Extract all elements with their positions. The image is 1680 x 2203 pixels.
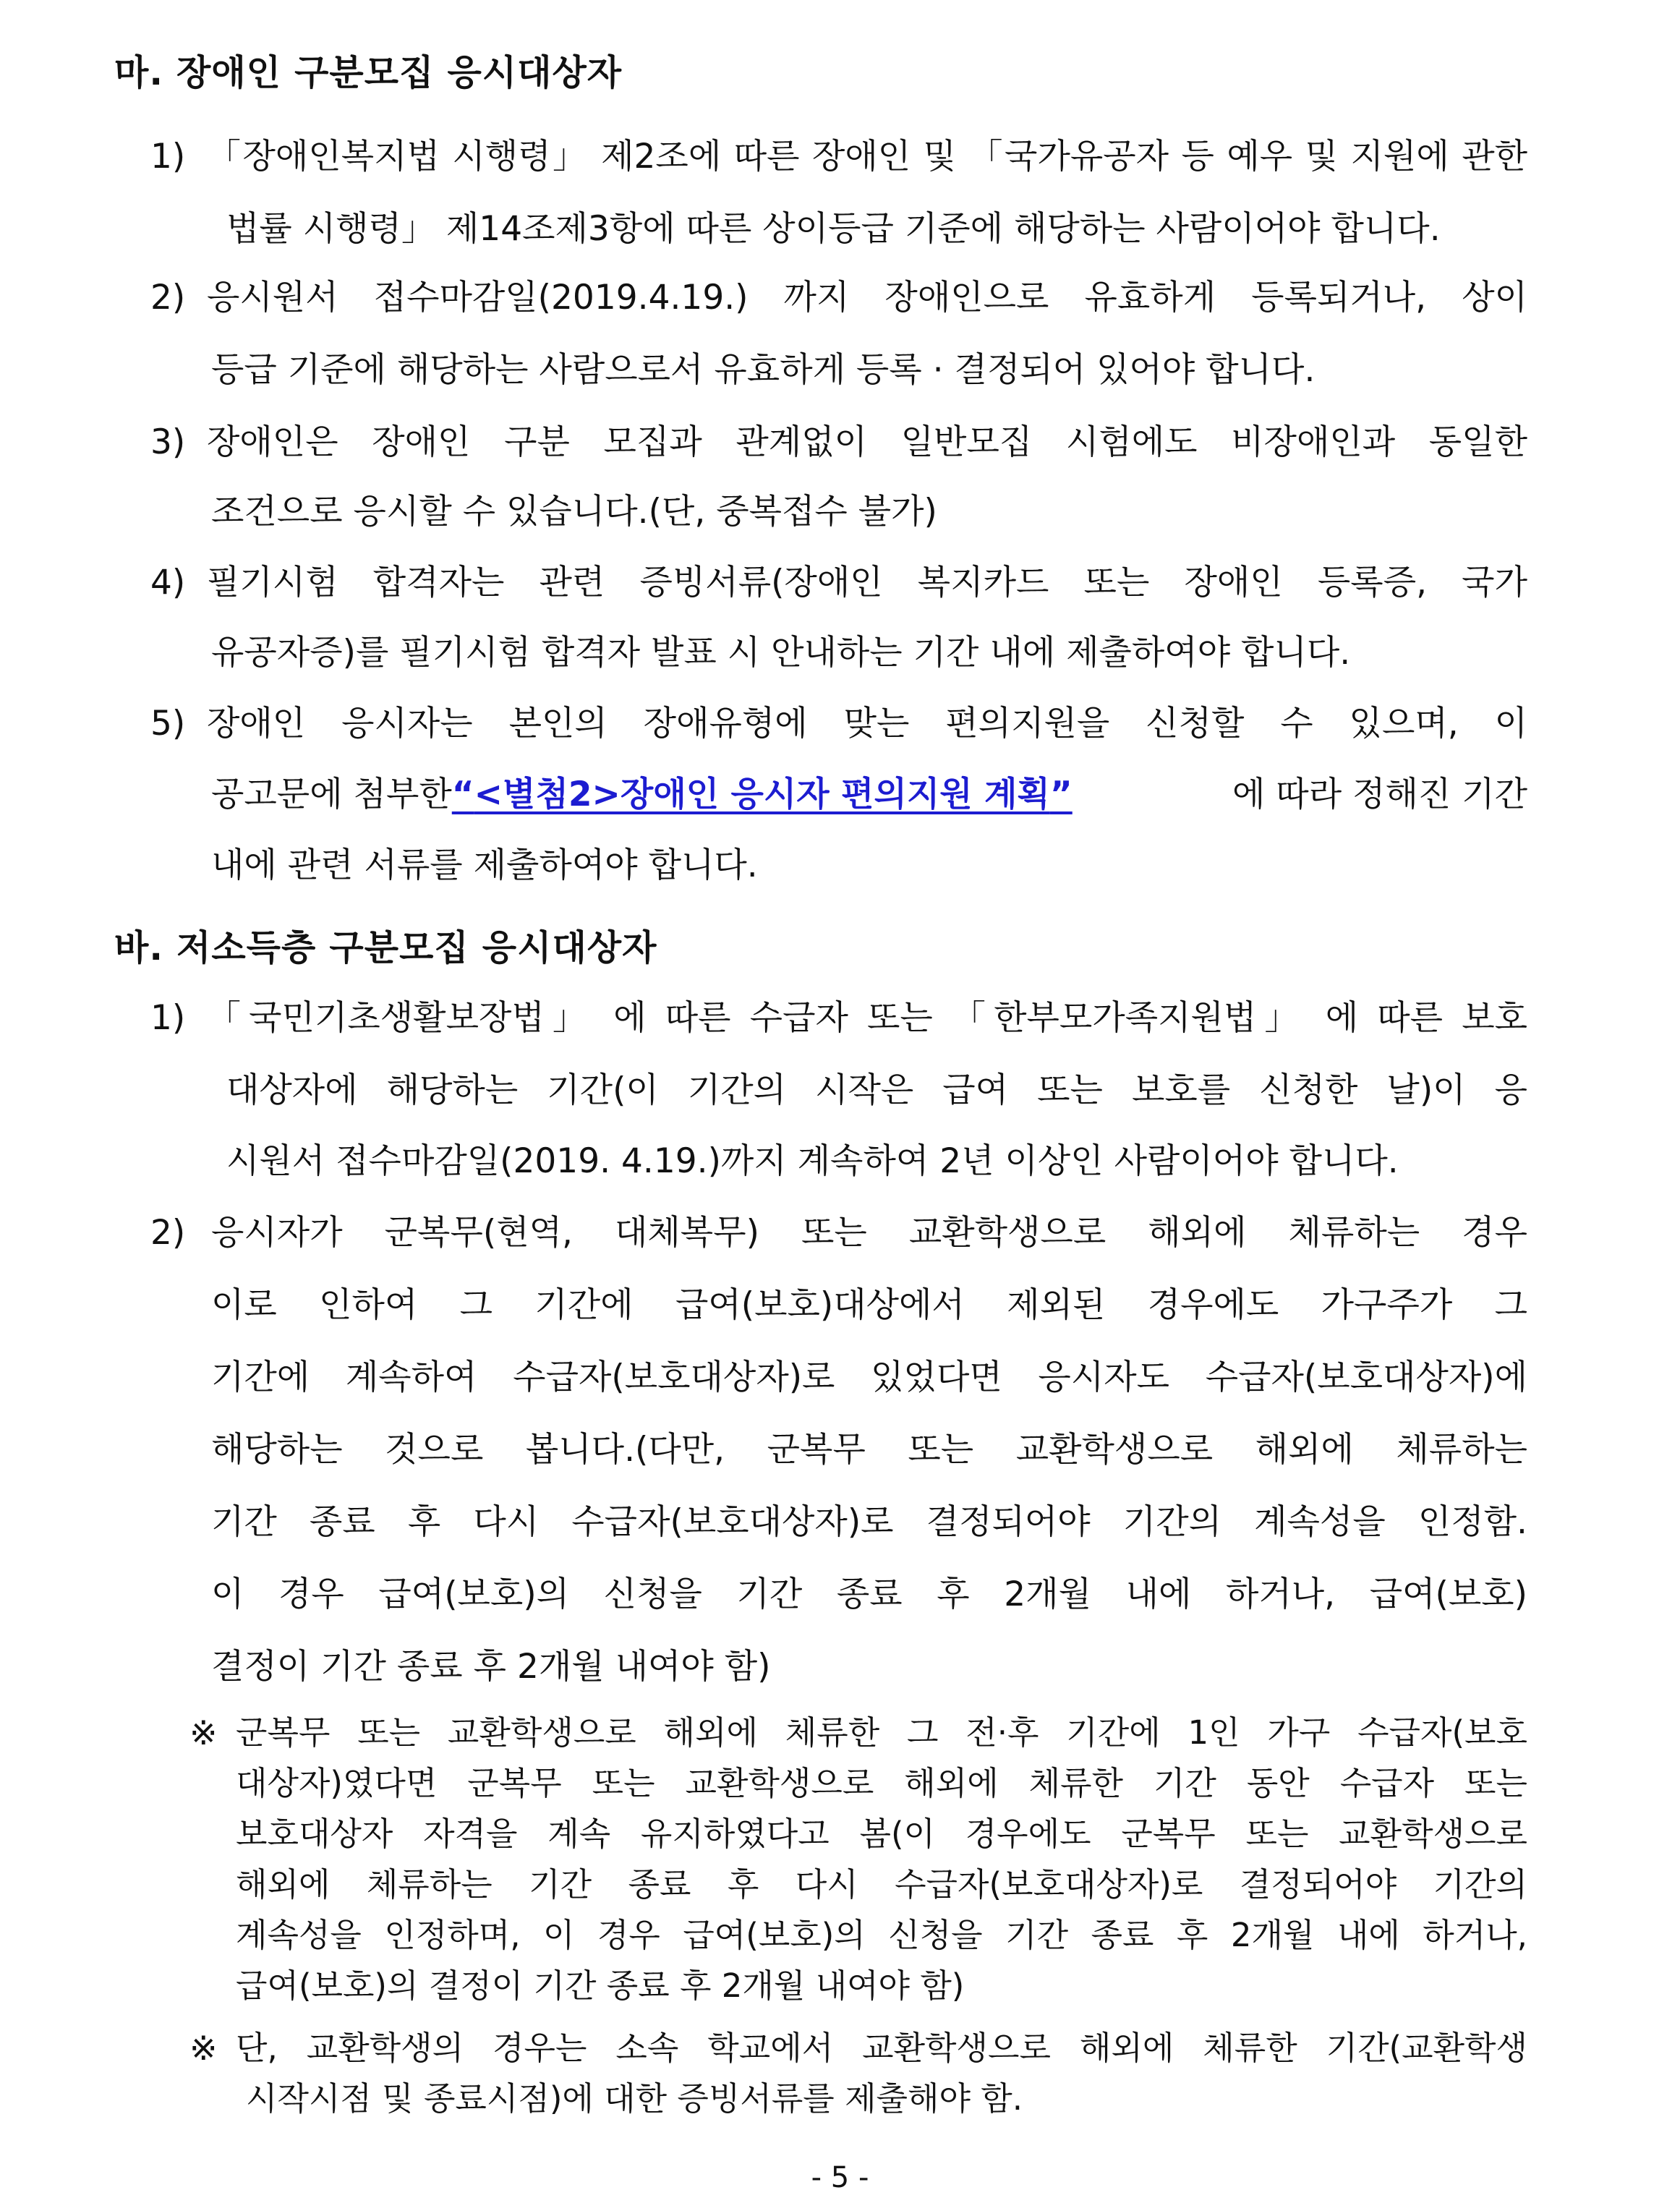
item-number: 4): [150, 563, 186, 602]
item-text-line: 응시원서 접수마감일(2019.4.19.) 까지 장애인으로 유효하게 등록되거나, 상이: [207, 278, 1527, 318]
item-text-line: 법률 시행령」 제14조제3항에 따른 상이등급 기준에 해당하는 사람이어야 합니다.: [226, 209, 1441, 249]
item-text-line: 등급 기준에 해당하는 사람으로서 유효하게 등록 · 결정되어 있어야 합니다.: [211, 350, 1316, 390]
quote-open: “: [451, 775, 474, 814]
item-number: 2): [150, 1213, 186, 1253]
item-text-line: 「국민기초생활보장법」 에 따른 수급자 또는 「한부모가족지원법」 에 따른 보호: [207, 998, 1527, 1038]
note-mark: ※: [189, 1713, 218, 1752]
item-text-line: 대상자에 해당하는 기간(이 기간의 시작은 급여 또는 보호를 신청한 날)이 응: [226, 1070, 1527, 1110]
item-number: 2): [150, 278, 186, 318]
item-text-line: 기간에 계속하여 수급자(보호대상자)로 있었다면 응시자도 수급자(보호대상자)에: [211, 1358, 1527, 1397]
item-text-line: 이로 인하여 그 기간에 급여(보호)대상에서 제외된 경우에도 가구주가 그: [211, 1285, 1527, 1325]
item-number: 1): [150, 137, 186, 176]
item-text-line-with-link: [211, 773, 1527, 817]
attachment-link-label: <별첨2>장애인 응시자 편의지원 계획: [474, 775, 1050, 814]
item-text-line: 유공자증)를 필기시험 합격자 발표 시 안내하는 기간 내에 제출하여야 합니다.: [211, 633, 1351, 673]
note-mark: ※: [189, 2029, 218, 2068]
item-text-line: 이 경우 급여(보호)의 신청을 기간 종료 후 2개월 내에 하거나, 급여(보호): [211, 1575, 1527, 1614]
note-line: 단, 교환학생의 경우는 소속 학교에서 교환학생으로 해외에 체류한 기간(교환학생: [236, 2029, 1527, 2067]
item-text-line: 응시자가 군복무(현역, 대체복무) 또는 교환학생으로 해외에 체류하는 경우: [211, 1213, 1527, 1253]
attachment-link[interactable]: [452, 773, 1073, 817]
item-text-line: 필기시험 합격자는 관련 증빙서류(장애인 복지카드 또는 장애인 등록증, 국가: [207, 563, 1527, 602]
section-heading-disabled: 마. 장애인 구분모집 응시대상자: [114, 52, 623, 93]
item-text-line: 장애인은 장애인 구분 모집과 관계없이 일반모집 시험에도 비장애인과 동일한: [207, 422, 1527, 462]
note-line: 대상자)였다면 군복무 또는 교환학생으로 해외에 체류한 기간 동안 수급자 또는: [236, 1764, 1527, 1802]
note-line: 군복무 또는 교환학생으로 해외에 체류한 그 전·후 기간에 1인 가구 수급자(보호: [236, 1713, 1527, 1752]
item-text-line: 장애인 응시자는 본인의 장애유형에 맞는 편의지원을 신청할 수 있으며, 이: [207, 704, 1527, 743]
item-text-line: 조건으로 응시할 수 있습니다.(단, 중복접수 불가): [211, 492, 937, 532]
item-number: 1): [150, 998, 186, 1038]
item-text-line: 기간 종료 후 다시 수급자(보호대상자)로 결정되어야 기간의 계속성을 인정함.: [211, 1502, 1527, 1542]
item-text-suffix: 에 따라 정해진 기간: [1232, 775, 1527, 814]
note-line: 계속성을 인정하며, 이 경우 급여(보호)의 신청을 기간 종료 후 2개월 내에 하거나,: [236, 1916, 1527, 1954]
quote-close: ”: [1049, 775, 1073, 814]
section-heading-low-income: 바. 저소득층 구분모집 응시대상자: [114, 927, 657, 968]
item-text-prefix: 공고문에 첨부한: [211, 775, 452, 814]
note-line: 급여(보호)의 결정이 기간 종료 후 2개월 내여야 함): [236, 1966, 965, 2005]
item-text-line: 내에 관련 서류를 제출하여야 합니다.: [211, 845, 758, 885]
note-line: 해외에 체류하는 기간 종료 후 다시 수급자(보호대상자)로 결정되어야 기간의: [236, 1865, 1527, 1904]
item-text-line: 해당하는 것으로 봅니다.(다만, 군복무 또는 교환학생으로 해외에 체류하는: [211, 1430, 1527, 1470]
item-number: 5): [150, 704, 186, 743]
item-text-line: 「장애인복지법 시행령」 제2조에 따른 장애인 및 「국가유공자 등 예우 및 지원에 관한: [207, 137, 1527, 176]
note-line: 보호대상자 자격을 계속 유지하였다고 봄(이 경우에도 군복무 또는 교환학생으로: [236, 1815, 1527, 1853]
item-text-line: 시원서 접수마감일(2019. 4.19.)까지 계속하여 2년 이상인 사람이어야 합니다.: [226, 1141, 1399, 1181]
note-line: 시작시점 및 종료시점)에 대한 증빙서류를 제출해야 함.: [246, 2079, 1023, 2118]
page-number: - 5 -: [811, 2161, 869, 2194]
item-number: 3): [150, 422, 186, 462]
item-text-line: 결정이 기간 종료 후 2개월 내여야 함): [211, 1647, 771, 1687]
